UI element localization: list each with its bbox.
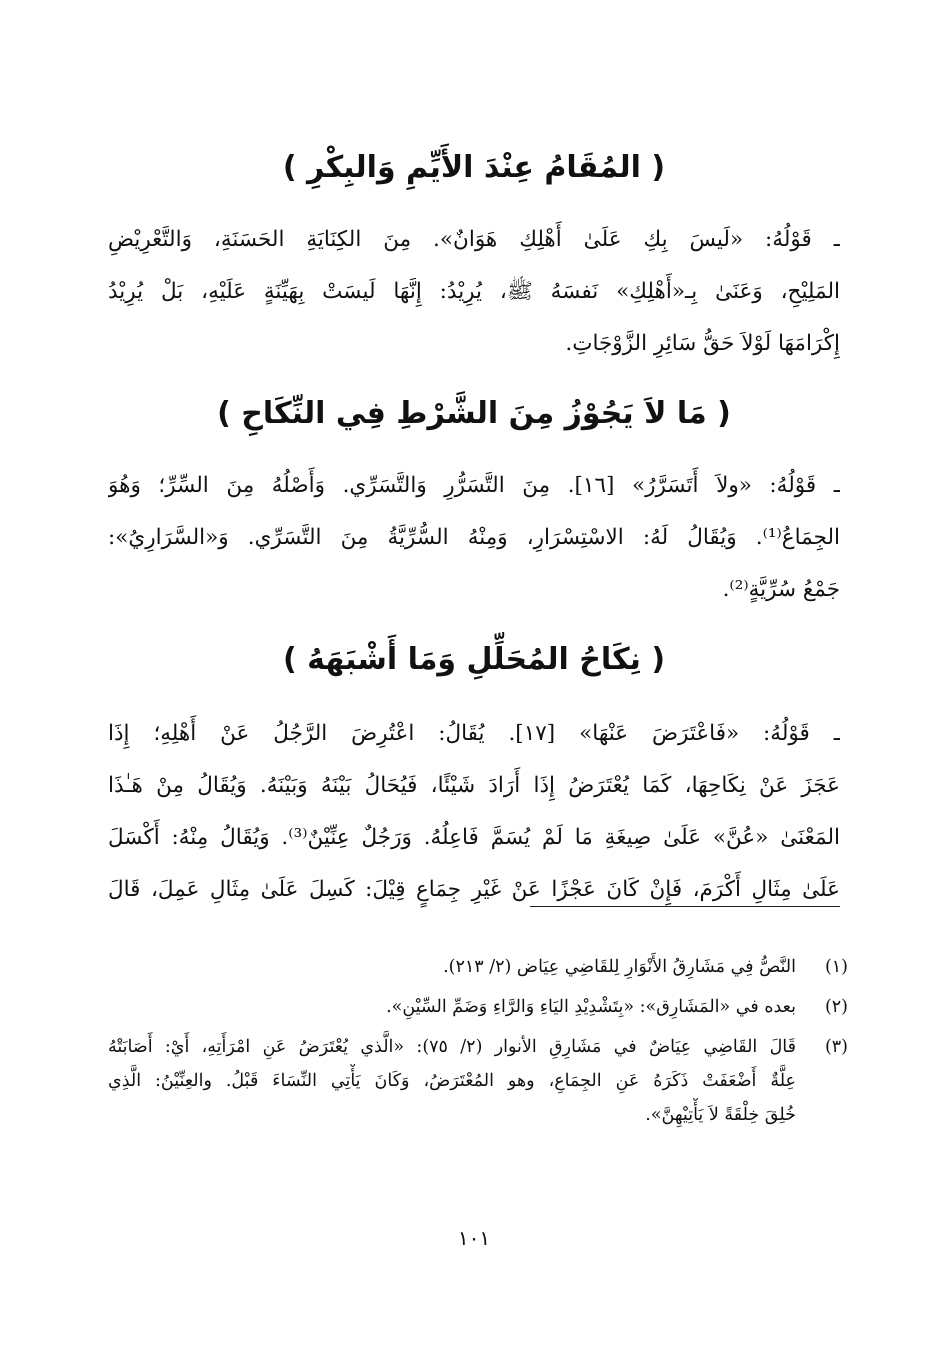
section-heading-3: ( نِكَاحُ المُحَلِّلِ وَمَا أَشْبَهَهُ ): [282, 642, 666, 677]
section-heading-1: ( المُقَامُ عِنْدَ الأَيِّمِ وَالبِكْرِ ): [282, 150, 666, 185]
paragraph-line: المَعْنَىٰ «عُنَّ» عَلَىٰ صِيغَةِ مَا لَمْ يُسَمَّ فَاعِلُهُ. وَرَجُلٌ عِنِّيْنٌ⁽³⁾. وَيُقَالُ مِنْهُ: أَكْسَلَ: [108, 825, 840, 850]
footnote-separator: [530, 906, 840, 907]
paragraph-line: المَلِيْحِ، وَعَنَىٰ بِـ«أَهْلِكِ» نَفسَهُ ﷺ، يُرِيْدُ: إِنَّهَا لَيسَتْ بِهَيِّنَةٍ عَلَيْهِ، بَلْ يُرِيْدُ: [108, 279, 840, 304]
footnote-number: (١): [824, 957, 848, 977]
paragraph-3: [108, 708, 840, 916]
footnote-line: النَّصُّ فِي مَشَارِقُ الأَنْوَارِ لِلقَاضِي عِيَاض (٢/ ٢١٣).: [443, 957, 796, 977]
footnote-line: قَالَ القَاضِي عِيَاضٌ في مَشَارِقِ الأنوار (٢/ ٧٥): «الَّذي يُعْتَرَضُ عَنِ امْرَأَتِهِ، أَيْ: أَصَابَتْهُ: [108, 1037, 796, 1057]
page-number: ١٠١: [457, 1226, 491, 1250]
paragraph-line: جَمْعُ سُرِّيَّةٍ⁽²⁾.: [722, 577, 840, 602]
footnote-line: عِلَّةٌ أَضْعَفَتْ ذَكَرَهُ عَنِ الجِمَاعِ، وهو المُعْتَرَضُ، وَكَانَ يَأْتِي النِّسَاءَ قَبْلُ. والعِنِّيْنُ: الَّذِي: [108, 1071, 796, 1091]
footnote-number: (٢): [824, 997, 848, 1017]
section-heading-2: ( مَا لاَ يَجُوْزُ مِنَ الشَّرْطِ فِي النِّكَاحِ ): [217, 396, 731, 431]
footnote-number: (٣): [824, 1037, 848, 1057]
paragraph-2: [108, 460, 840, 616]
paragraph-line: إِكْرَامَهَا لَوْلاَ حَقُّ سَائِرِ الزَّوْجَاتِ.: [565, 331, 840, 356]
footnote-3: [108, 1030, 848, 1140]
paragraph-line: ـ قَوْلُهُ: «لَيسَ بِكِ عَلَىٰ أَهْلِكِ هَوَانٌ». مِنَ الكِنَايَةِ الحَسَنَةِ، وَالتَّعْرِيْضِ: [108, 227, 840, 252]
paragraph-line: ـ قَوْلُهُ: «فَاعْتَرَضَ عَنْهَا» [١٧]. يُقَالُ: اعْتُرِضَ الرَّجُلُ عَنْ أَهْلِهِ؛ إِذَا: [108, 721, 840, 746]
paragraph-line: عَلَىٰ مِثَالِ أَكْرَمَ، فَإِنْ كَانَ عَجْزًا عَنْ غَيْرِ جِمَاعٍ قِيْلَ: كَسِلَ عَلَىٰ مِثَالِ عَمِلَ، قَالَ: [108, 877, 840, 902]
paragraph-line: عَجَزَ عَنْ نِكَاحِهَا، كَمَا يُعْتَرَضُ إِذَا أَرَادَ شَيْئًا، فَيُحَالُ بَيْنَهُ وَبَيْنَهُ. وَيُقَالُ مِنْ هَـٰذَا: [108, 773, 840, 798]
paragraph-line: الجِمَاعُ⁽¹⁾. وَيُقَالُ لَهُ: الاسْتِسْرَارِ، وَمِنْهُ السُّرِّيَّةُ مِنَ التَّسَرِّي. وَ«السَّرَارِيُ»:: [108, 525, 840, 550]
paragraph-1: [108, 214, 840, 370]
footnote-line: خُلِقَ خِلْقَةً لاَ يَأْتِيْهِنَّ».: [645, 1105, 796, 1125]
footnote-line: بعده في «المَشَارِق»: «بِتَشْدِيْدِ اليَاءِ وَالرَّاءِ وَضَمِّ السِّيْنِ».: [386, 997, 796, 1017]
paragraph-line: ـ قَوْلُهُ: «ولاَ أَتَسَرَّرُ» [١٦]. مِنَ التَّسَرُّرِ وَالتَّسَرِّي. وَأَصْلُهُ مِنَ السِّرِّ؛ وَهُوَ: [108, 473, 840, 498]
